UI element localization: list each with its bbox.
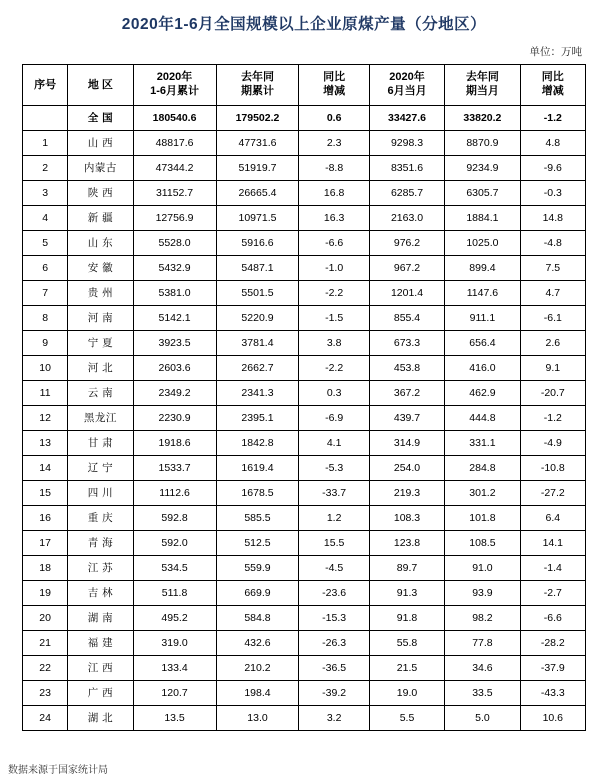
column-header-index: 序号 [23,65,68,106]
table-row [23,706,586,731]
table-header-row [23,65,586,106]
cell-index: 13 [23,431,68,456]
cell-month-2020: 439.7 [369,406,444,431]
cell-cumulative-2020: 120.7 [133,681,216,706]
cell-cumulative-lastyear: 5220.9 [216,306,299,331]
column-header-region: 地 区 [68,65,133,106]
cell-index: 14 [23,456,68,481]
cell-month-change: 10.6 [520,706,585,731]
cell-cumulative-2020: 592.0 [133,531,216,556]
cell-index: 17 [23,531,68,556]
cell-month-change: 14.8 [520,206,585,231]
cell-cumulative-2020: 12756.9 [133,206,216,231]
cell-month-change: -4.8 [520,231,585,256]
cell-region: 黑龙江 [68,406,133,431]
cell-region: 福 建 [68,631,133,656]
cell-cumulative-2020: 534.5 [133,556,216,581]
cell-month-2020: 976.2 [369,231,444,256]
cell-region: 河 南 [68,306,133,331]
cell-cumulative-lastyear: 1619.4 [216,456,299,481]
cell-region: 山 西 [68,131,133,156]
cell-cumulative-2020: 31152.7 [133,181,216,206]
cell-month-lastyear: 108.5 [445,531,520,556]
table-row [23,231,586,256]
cell-index: 10 [23,356,68,381]
cell-month-2020: 2163.0 [369,206,444,231]
cell-cumulative-lastyear: 559.9 [216,556,299,581]
cell-cumulative-lastyear: 26665.4 [216,181,299,206]
cell-region: 广 西 [68,681,133,706]
cell-index: 15 [23,481,68,506]
cell-month-change: -4.9 [520,431,585,456]
table-row [23,581,586,606]
cell-cumulative-2020: 319.0 [133,631,216,656]
table-row [23,381,586,406]
cell-cumulative-change: 16.8 [299,181,369,206]
cell-region: 重 庆 [68,506,133,531]
unit-label: 单位：万吨 [529,46,582,58]
table-row [23,531,586,556]
cell-month-2020: 673.3 [369,331,444,356]
cell-month-change: 4.7 [520,281,585,306]
cell-index: 11 [23,381,68,406]
cell-cumulative-2020: 511.8 [133,581,216,606]
cell-month-change: 9.1 [520,356,585,381]
cell-index: 1 [23,131,68,156]
cell-month-2020: 19.0 [369,681,444,706]
column-header-cumulative-change-line1: 同比 [323,71,346,84]
cell-month-lastyear: 98.2 [445,606,520,631]
page-title: 2020年1-6月全国规模以上企业原煤产量（分地区） [121,16,487,33]
cell-month-2020: 9298.3 [369,131,444,156]
column-header-month-2020-line2: 6月当月 [387,85,427,97]
cell-cumulative-change: -15.3 [299,606,369,631]
cell-month-change: 4.8 [520,131,585,156]
cell-cumulative-2020: 5528.0 [133,231,216,256]
cell-cumulative-2020: 592.8 [133,506,216,531]
cell-cumulative-lastyear: 198.4 [216,681,299,706]
cell-month-2020: 55.8 [369,631,444,656]
cell-index: 24 [23,706,68,731]
cell-cumulative-lastyear: 5916.6 [216,231,299,256]
cell-month-2020: 5.5 [369,706,444,731]
cell-cumulative-change: 3.8 [299,331,369,356]
cell-cumulative-2020: 5432.9 [133,256,216,281]
cell-month-2020: 855.4 [369,306,444,331]
cell-cumulative-lastyear: 2395.1 [216,406,299,431]
cell-cumulative-lastyear: 1842.8 [216,431,299,456]
column-header-month-2020 [369,65,444,106]
table-row [23,256,586,281]
cell-region: 湖 北 [68,706,133,731]
cell-index: 8 [23,306,68,331]
cell-cumulative-change: -23.6 [299,581,369,606]
cell-month-lastyear: 444.8 [445,406,520,431]
cell-month-change: -6.1 [520,306,585,331]
table-row [23,606,586,631]
column-header-cumulative-lastyear [216,65,299,106]
cell-region: 江 西 [68,656,133,681]
cell-region: 云 南 [68,381,133,406]
cell-cumulative-change: -5.3 [299,456,369,481]
cell-index: 5 [23,231,68,256]
cell-month-change: -37.9 [520,656,585,681]
cell-cumulative-lastyear: 585.5 [216,506,299,531]
cell-index [23,106,68,131]
cell-index: 4 [23,206,68,231]
cell-region: 内蒙古 [68,156,133,181]
cell-month-lastyear: 301.2 [445,481,520,506]
cell-cumulative-lastyear: 13.0 [216,706,299,731]
cell-month-2020: 21.5 [369,656,444,681]
cell-month-lastyear: 93.9 [445,581,520,606]
table-row [23,656,586,681]
cell-month-change: -1.4 [520,556,585,581]
cell-cumulative-lastyear: 584.8 [216,606,299,631]
cell-cumulative-change: 15.5 [299,531,369,556]
cell-region: 陕 西 [68,181,133,206]
cell-cumulative-2020: 180540.6 [133,106,216,131]
cell-month-lastyear: 33.5 [445,681,520,706]
cell-month-lastyear: 899.4 [445,256,520,281]
cell-month-lastyear: 1025.0 [445,231,520,256]
cell-cumulative-2020: 133.4 [133,656,216,681]
cell-cumulative-change: 16.3 [299,206,369,231]
cell-cumulative-2020: 1918.6 [133,431,216,456]
cell-cumulative-lastyear: 432.6 [216,631,299,656]
table-row [23,556,586,581]
cell-month-change: 2.6 [520,331,585,356]
cell-region: 宁 夏 [68,331,133,356]
cell-region: 安 徽 [68,256,133,281]
cell-cumulative-change: -6.9 [299,406,369,431]
table-row [23,431,586,456]
cell-region: 全 国 [68,106,133,131]
cell-month-change: -1.2 [520,406,585,431]
cell-month-lastyear: 911.1 [445,306,520,331]
cell-cumulative-change: -1.0 [299,256,369,281]
column-header-month-change-line2: 增减 [541,85,564,97]
cell-cumulative-lastyear: 179502.2 [216,106,299,131]
cell-index: 19 [23,581,68,606]
cell-month-lastyear: 331.1 [445,431,520,456]
table-row [23,506,586,531]
column-header-cumulative-lastyear-line1: 去年同 [240,71,274,84]
cell-cumulative-2020: 2230.9 [133,406,216,431]
cell-cumulative-change: -6.6 [299,231,369,256]
cell-month-lastyear: 77.8 [445,631,520,656]
cell-month-2020: 8351.6 [369,156,444,181]
cell-month-lastyear: 416.0 [445,356,520,381]
cell-month-2020: 1201.4 [369,281,444,306]
cell-index: 9 [23,331,68,356]
column-header-cumulative-lastyear-line2: 期累计 [240,85,274,97]
cell-index: 6 [23,256,68,281]
cell-month-change: -10.8 [520,456,585,481]
cell-month-2020: 6285.7 [369,181,444,206]
cell-month-2020: 453.8 [369,356,444,381]
cell-month-change: -20.7 [520,381,585,406]
cell-month-change: -28.2 [520,631,585,656]
cell-region: 新 疆 [68,206,133,231]
cell-cumulative-change: -2.2 [299,356,369,381]
cell-cumulative-change: 1.2 [299,506,369,531]
cell-cumulative-2020: 2603.6 [133,356,216,381]
cell-cumulative-2020: 13.5 [133,706,216,731]
table-row [23,131,586,156]
cell-month-lastyear: 462.9 [445,381,520,406]
cell-month-change: -27.2 [520,481,585,506]
cell-cumulative-2020: 1112.6 [133,481,216,506]
cell-month-change: 14.1 [520,531,585,556]
cell-cumulative-2020: 47344.2 [133,156,216,181]
cell-month-2020: 219.3 [369,481,444,506]
cell-region: 山 东 [68,231,133,256]
cell-month-lastyear: 1884.1 [445,206,520,231]
cell-region: 甘 肃 [68,431,133,456]
cell-month-change: -9.6 [520,156,585,181]
table-row [23,456,586,481]
cell-cumulative-lastyear: 51919.7 [216,156,299,181]
cell-cumulative-change: -4.5 [299,556,369,581]
cell-month-lastyear: 8870.9 [445,131,520,156]
cell-month-change: -0.3 [520,181,585,206]
cell-cumulative-change: 3.2 [299,706,369,731]
cell-cumulative-change: -8.8 [299,156,369,181]
cell-month-2020: 89.7 [369,556,444,581]
cell-month-2020: 367.2 [369,381,444,406]
cell-cumulative-2020: 48817.6 [133,131,216,156]
cell-cumulative-change: -2.2 [299,281,369,306]
cell-cumulative-2020: 5142.1 [133,306,216,331]
column-header-cumulative-change-line2: 增减 [323,85,346,97]
table-row [23,331,586,356]
cell-month-lastyear: 5.0 [445,706,520,731]
cell-cumulative-lastyear: 5487.1 [216,256,299,281]
cell-region: 四 川 [68,481,133,506]
table-row [23,181,586,206]
cell-month-change: -43.3 [520,681,585,706]
table-row [23,281,586,306]
table-row [23,306,586,331]
cell-month-2020: 91.8 [369,606,444,631]
cell-region: 贵 州 [68,281,133,306]
cell-cumulative-lastyear: 5501.5 [216,281,299,306]
cell-month-lastyear: 6305.7 [445,181,520,206]
cell-month-2020: 108.3 [369,506,444,531]
cell-cumulative-change: -39.2 [299,681,369,706]
cell-index: 22 [23,656,68,681]
cell-month-lastyear: 9234.9 [445,156,520,181]
table-body [23,106,586,731]
cell-month-change: 7.5 [520,256,585,281]
cell-month-2020: 967.2 [369,256,444,281]
cell-cumulative-2020: 5381.0 [133,281,216,306]
cell-region: 湖 南 [68,606,133,631]
cell-index: 3 [23,181,68,206]
table-row [23,156,586,181]
cell-region: 青 海 [68,531,133,556]
table-row [23,631,586,656]
cell-cumulative-lastyear: 47731.6 [216,131,299,156]
table-row [23,681,586,706]
cell-index: 23 [23,681,68,706]
table-header [23,65,586,106]
cell-cumulative-2020: 2349.2 [133,381,216,406]
cell-month-change: -6.6 [520,606,585,631]
cell-month-lastyear: 284.8 [445,456,520,481]
table-row [23,406,586,431]
cell-month-2020: 314.9 [369,431,444,456]
source-footnote: 数据来源于国家统计局 [8,765,108,776]
cell-month-2020: 123.8 [369,531,444,556]
column-header-cumulative-2020-line2: 1-6月累计 [150,85,199,97]
table-row [23,206,586,231]
cell-cumulative-change: -33.7 [299,481,369,506]
cell-cumulative-lastyear: 10971.5 [216,206,299,231]
column-header-month-change [520,65,585,106]
cell-index: 16 [23,506,68,531]
column-header-cumulative-change [299,65,369,106]
cell-month-change: -2.7 [520,581,585,606]
table-row [23,106,586,131]
column-header-month-lastyear-line2: 期当月 [465,85,499,97]
cell-cumulative-change: -26.3 [299,631,369,656]
cell-region: 吉 林 [68,581,133,606]
cell-cumulative-lastyear: 210.2 [216,656,299,681]
cell-cumulative-lastyear: 2341.3 [216,381,299,406]
column-header-month-2020-line1: 2020年 [389,71,425,84]
cell-region: 河 北 [68,356,133,381]
cell-cumulative-lastyear: 3781.4 [216,331,299,356]
column-header-month-lastyear-line1: 去年同 [465,71,499,84]
cell-month-lastyear: 1147.6 [445,281,520,306]
cell-cumulative-change: 0.6 [299,106,369,131]
cell-cumulative-2020: 3923.5 [133,331,216,356]
cell-cumulative-lastyear: 1678.5 [216,481,299,506]
cell-month-lastyear: 91.0 [445,556,520,581]
column-header-month-change-line1: 同比 [541,71,564,84]
cell-month-change: -1.2 [520,106,585,131]
cell-index: 21 [23,631,68,656]
cell-cumulative-change: -1.5 [299,306,369,331]
column-header-month-lastyear [445,65,520,106]
cell-month-2020: 91.3 [369,581,444,606]
cell-cumulative-2020: 495.2 [133,606,216,631]
cell-month-lastyear: 34.6 [445,656,520,681]
cell-cumulative-lastyear: 2662.7 [216,356,299,381]
cell-month-lastyear: 656.4 [445,331,520,356]
cell-month-lastyear: 101.8 [445,506,520,531]
column-header-cumulative-2020 [133,65,216,106]
cell-index: 12 [23,406,68,431]
cell-month-lastyear: 33820.2 [445,106,520,131]
cell-month-2020: 254.0 [369,456,444,481]
cell-index: 20 [23,606,68,631]
cell-month-2020: 33427.6 [369,106,444,131]
cell-cumulative-change: -36.5 [299,656,369,681]
cell-cumulative-change: 2.3 [299,131,369,156]
cell-index: 18 [23,556,68,581]
cell-region: 江 苏 [68,556,133,581]
table-row [23,481,586,506]
cell-index: 7 [23,281,68,306]
cell-cumulative-2020: 1533.7 [133,456,216,481]
cell-cumulative-change: 0.3 [299,381,369,406]
coal-production-table [22,64,586,731]
column-header-cumulative-2020-line1: 2020年 [156,71,193,84]
table-row [23,356,586,381]
cell-cumulative-lastyear: 669.9 [216,581,299,606]
cell-cumulative-change: 4.1 [299,431,369,456]
cell-month-change: 6.4 [520,506,585,531]
cell-region: 辽 宁 [68,456,133,481]
cell-cumulative-lastyear: 512.5 [216,531,299,556]
cell-index: 2 [23,156,68,181]
